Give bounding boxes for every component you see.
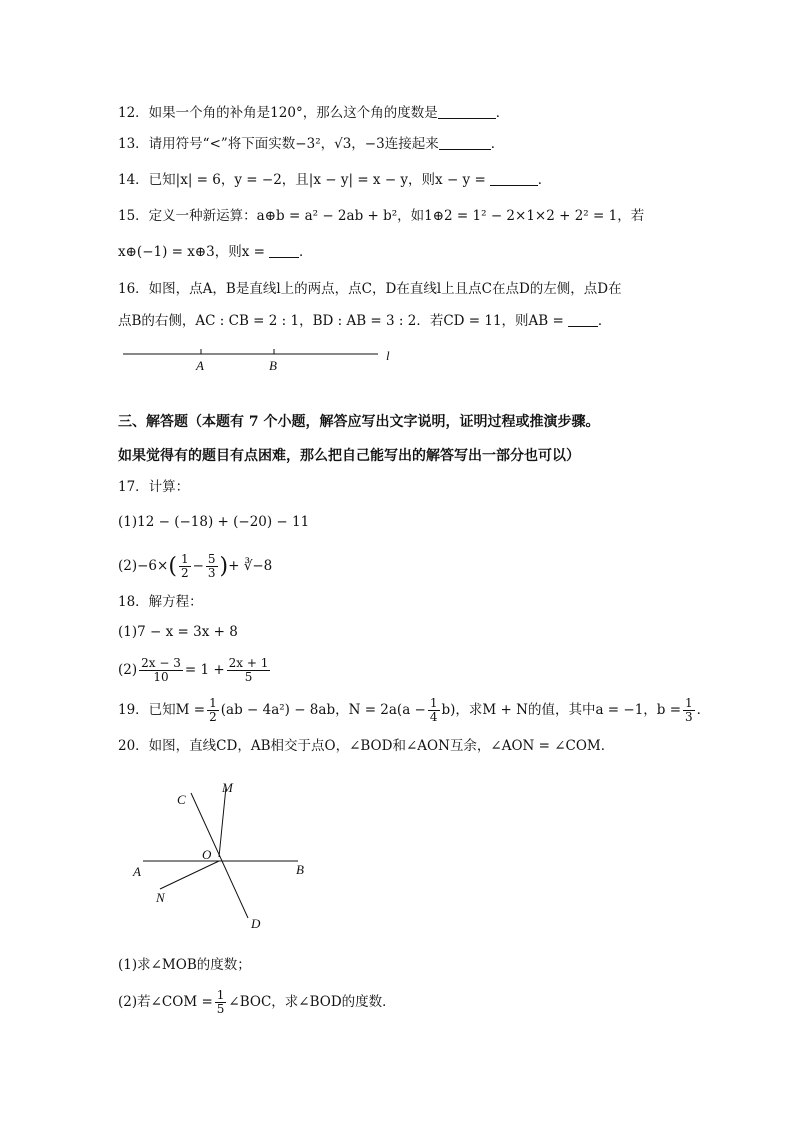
q17-part2-suffix: + ∛−8 — [228, 558, 273, 574]
frac-num: 1 — [209, 696, 217, 710]
section-3-title-line2 — [118, 446, 580, 466]
q19-fraction-1 — [207, 697, 219, 724]
question-19 — [118, 692, 710, 728]
question-20-part1 — [118, 955, 251, 975]
label-m: M — [222, 780, 233, 795]
label-c: C — [177, 792, 186, 807]
q19-text-b: (ab − 4a²) − 8ab，N = 2a(a − — [220, 702, 426, 718]
q12-suffix: ． — [495, 105, 510, 121]
question-18-part1 — [118, 622, 238, 642]
q19-fraction-2 — [428, 697, 440, 724]
q14-suffix: ． — [537, 172, 552, 188]
q19-fraction-3 — [683, 697, 695, 724]
q19-text-a: 19．已知M = — [118, 702, 206, 718]
q15-text-line1: 15．定义一种新运算：a⊕b = a² − 2ab + b²，如1⊕2 = 1² − 2×1×2 + 2² = 1，若 — [118, 208, 645, 224]
q17-fraction-2 — [206, 553, 218, 580]
q20-angle-figure — [118, 775, 318, 940]
question-13 — [118, 134, 504, 154]
question-16-line1 — [118, 279, 622, 299]
q16-line-figure — [118, 340, 408, 376]
q14-answer-blank[interactable] — [490, 171, 538, 186]
q19-text-d: ． — [696, 702, 711, 718]
label-o: O — [202, 847, 212, 862]
q18-fraction-1 — [139, 657, 183, 684]
section-3-title-line1 — [118, 412, 600, 432]
label-a: A — [196, 358, 204, 373]
question-20-part2 — [118, 984, 396, 1020]
frac-den: 2 — [180, 566, 189, 580]
q13-text: 13．请用符号“<”将下面实数−3²，√3，−3连接起来 — [118, 136, 439, 152]
q19-text-c: b)，求M + N的值，其中a = −1，b = — [441, 702, 682, 718]
question-17-part2 — [118, 548, 272, 585]
frac-num: 2x + 1 — [228, 656, 269, 670]
q20-part2-suffix: ∠BOC，求∠BOD的度数． — [228, 994, 396, 1010]
question-12 — [118, 103, 509, 123]
q13-suffix: ． — [490, 136, 505, 152]
q17-fraction-1 — [179, 553, 191, 580]
frac-den: 3 — [207, 566, 216, 580]
section-3-title-text-2: 如果觉得有的题目有点困难，那么把自己能写出的解答写出一部分也可以） — [118, 448, 580, 464]
q16-text-line2: 点B的右侧，AC : CB = 2 : 1，BD : AB = 3 : 2．若CD = 11，则AB = — [118, 313, 564, 329]
section-3-title-text-1: 三、解答题（本题有 7 个小题，解答应写出文字说明，证明过程或推演步骤。 — [118, 414, 600, 430]
q18-fraction-2 — [227, 657, 271, 684]
q16-suffix: ． — [597, 313, 612, 329]
frac-num: 1 — [180, 552, 189, 566]
frac-den: 5 — [216, 1002, 225, 1016]
q17-minus: − — [192, 558, 204, 574]
ray-on — [160, 861, 219, 889]
q20-fraction — [215, 989, 227, 1016]
frac-num: 1 — [429, 696, 438, 710]
q18-stem-text: 18．解方程： — [118, 594, 203, 610]
question-15-line1 — [118, 206, 644, 226]
q16-answer-blank[interactable] — [568, 312, 598, 327]
label-l: l — [386, 348, 390, 363]
q18-mid: = 1 + — [184, 662, 225, 678]
frac-num: 2x − 3 — [141, 656, 181, 670]
question-17-part1 — [118, 512, 309, 532]
q20-part1-text: (1)求∠MOB的度数； — [118, 957, 251, 973]
q17-stem-text: 17．计算： — [118, 479, 190, 495]
q16-text-line1: 16．如图，点A，B是直线l上的两点，点C，D在直线l上且点C在点D的左侧，点D在 — [118, 281, 622, 297]
q17-part2-prefix: (2)−6× — [118, 558, 169, 574]
question-20-stem — [118, 736, 614, 756]
question-15-line2 — [118, 242, 312, 262]
ray-om — [219, 787, 226, 857]
q17-part1-text: (1)12 − (−18) + (−20) − 11 — [118, 514, 310, 530]
q12-text: 12．如果一个角的补角是120°，那么这个角的度数是 — [118, 105, 438, 121]
q15-suffix: ． — [298, 244, 313, 260]
frac-den: 4 — [429, 710, 438, 724]
q20-stem-text: 20．如图，直线CD，AB相交于点O，∠BOD和∠AON互余，∠AON = ∠COM． — [118, 738, 615, 754]
frac-num: 1 — [685, 696, 693, 710]
frac-den: 10 — [153, 670, 169, 684]
question-14 — [118, 170, 551, 190]
q13-answer-blank[interactable] — [439, 135, 491, 150]
q14-text: 14．已知|x| = 6，y = −2，且|x − y| = x − y，则x − y = — [118, 172, 486, 188]
label-n: N — [156, 890, 165, 905]
frac-num: 5 — [207, 552, 216, 566]
label-b: B — [269, 358, 277, 373]
q20-part2-prefix: (2)若∠COM = — [118, 994, 213, 1010]
paren-close: ) — [219, 554, 229, 579]
frac-num: 1 — [216, 988, 225, 1002]
label-b: B — [296, 862, 304, 877]
label-a: A — [133, 864, 141, 879]
frac-den: 2 — [209, 710, 217, 724]
frac-den: 5 — [244, 670, 253, 684]
frac-den: 3 — [685, 710, 693, 724]
q15-text-line2: x⊕(−1) = x⊕3，则x = — [118, 244, 265, 260]
q18-part1-text: (1)7 − x = 3x + 8 — [118, 624, 238, 640]
question-18-stem — [118, 592, 203, 612]
q18-part2-prefix: (2) — [118, 662, 138, 678]
label-d: D — [251, 916, 261, 931]
q15-answer-blank[interactable] — [269, 243, 299, 258]
paren-open: ( — [168, 554, 177, 579]
q12-answer-blank[interactable] — [438, 104, 496, 119]
question-18-part2 — [118, 652, 272, 688]
question-16-line2 — [118, 311, 611, 331]
question-17-stem — [118, 477, 189, 497]
